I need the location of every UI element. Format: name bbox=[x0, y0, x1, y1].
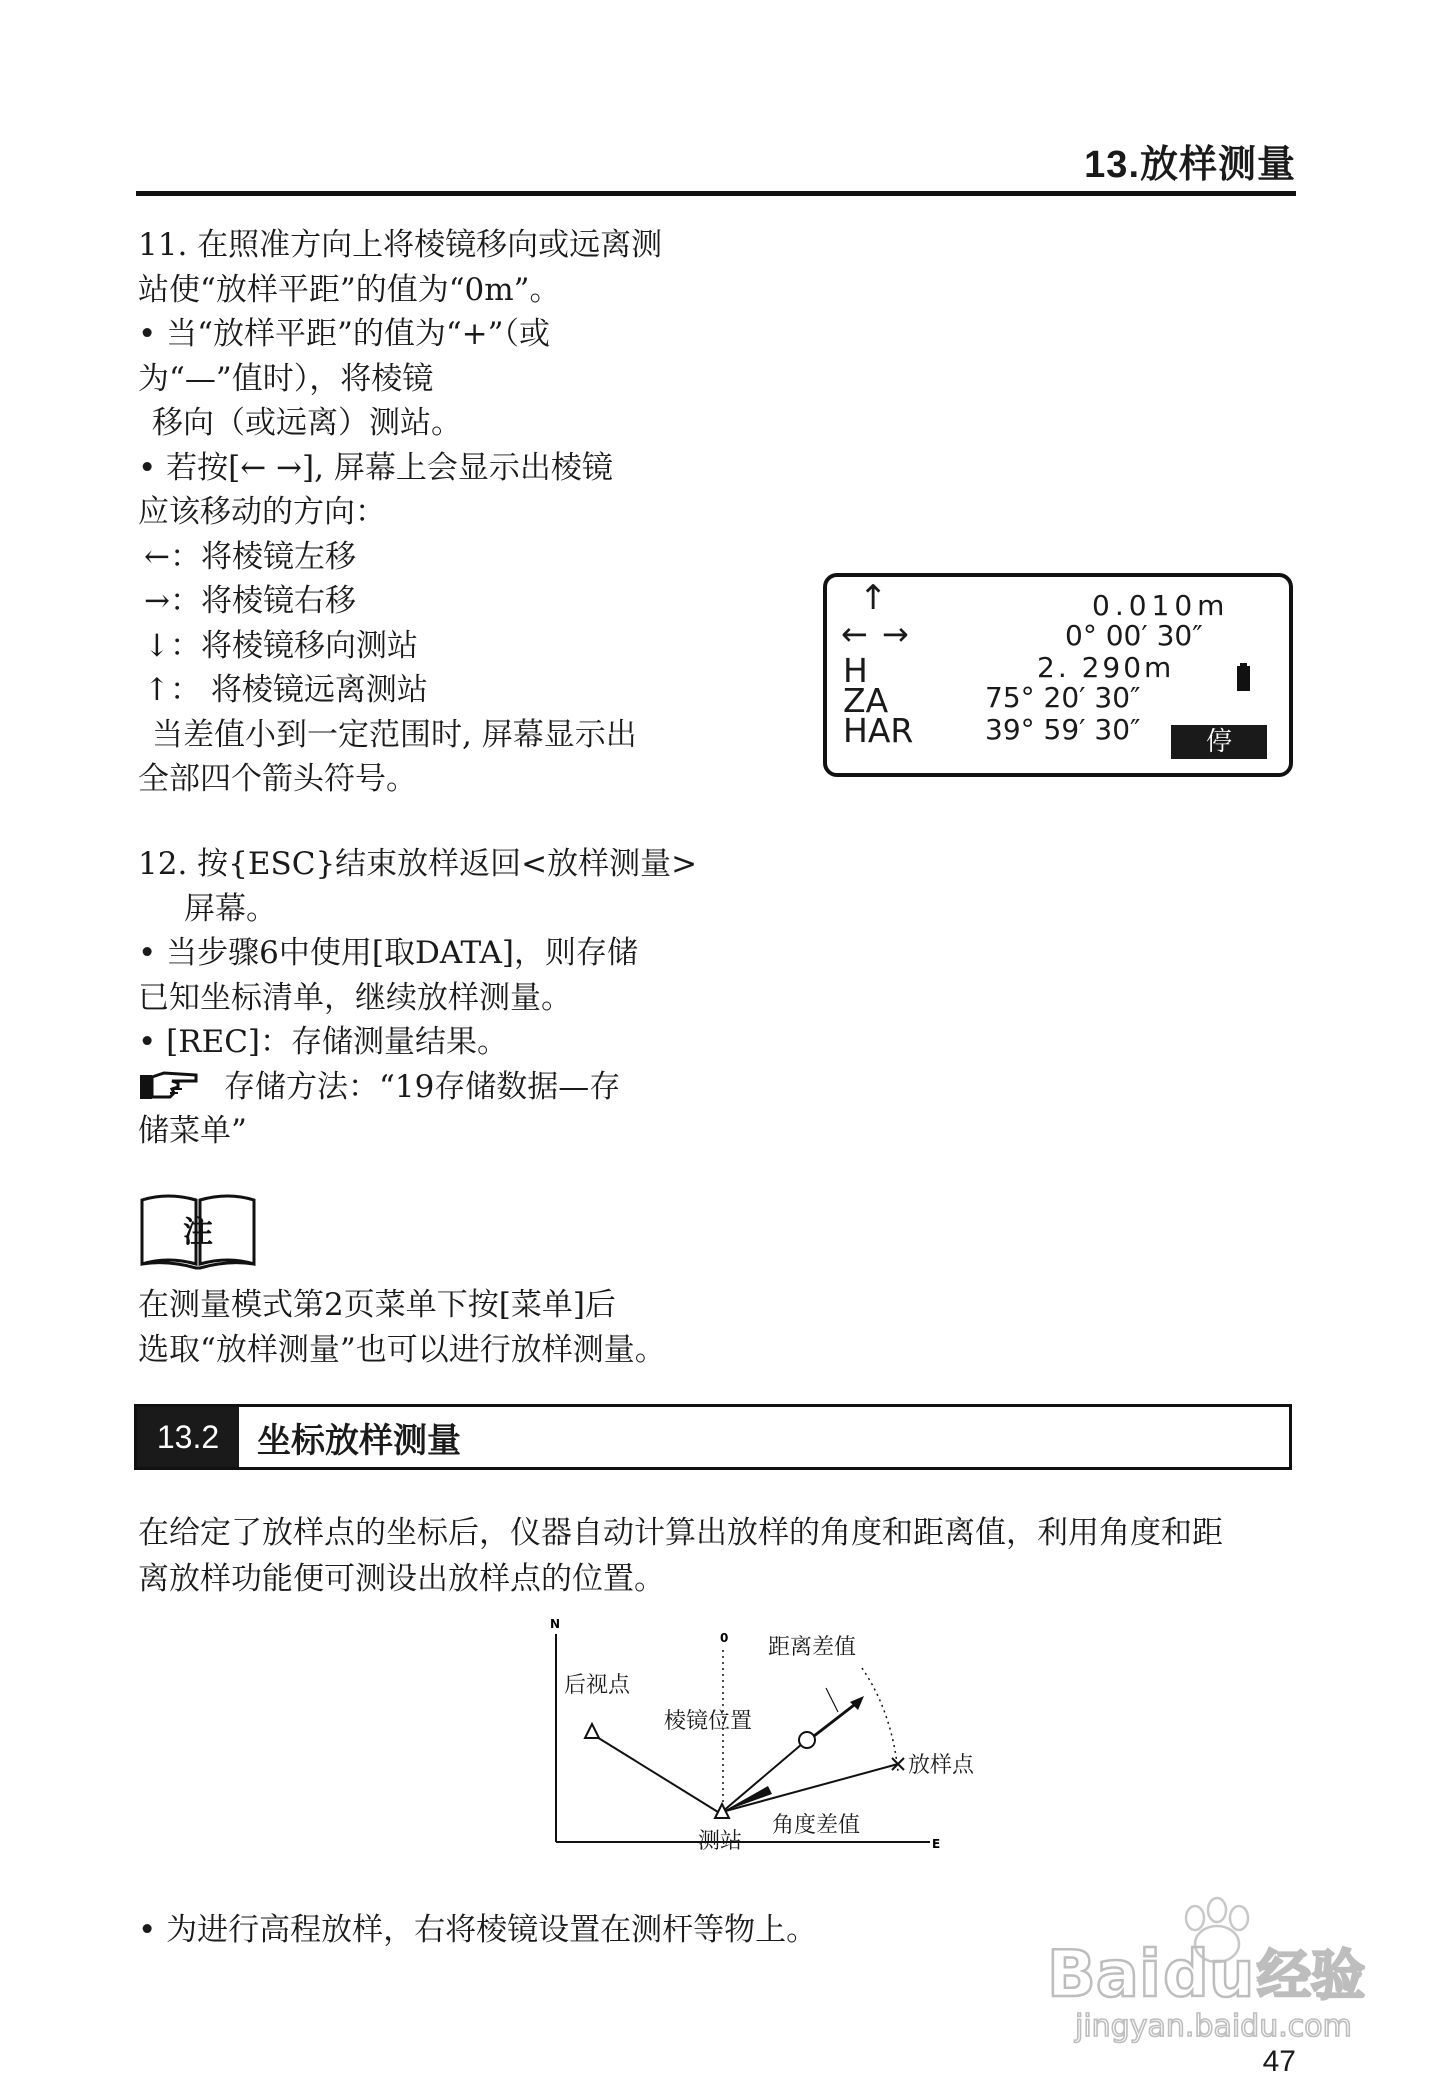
prism-circle bbox=[799, 1732, 815, 1748]
intro-line: 在给定了放样点的坐标后，仪器自动计算出放样的角度和距离值，利用角度和距 bbox=[138, 1515, 1223, 1551]
note-line: 选取“放样测量”也可以进行放样测量。 bbox=[138, 1331, 666, 1368]
watermark-brand-2: du bbox=[1163, 1938, 1255, 2012]
step-11-line: • 若按[← →], 屏幕上会显示出棱镜 bbox=[138, 449, 613, 486]
intro-line: 离放样功能便可测设出放样点的位置。 bbox=[138, 1561, 665, 1597]
reference-line bbox=[138, 1065, 698, 1110]
step-11-line: 为“—”值时），将棱镜 bbox=[138, 360, 434, 397]
step-11-line: ←：将棱镜左移 bbox=[144, 538, 356, 575]
stop-softkey[interactable]: 停 bbox=[1171, 725, 1267, 759]
step-12-text bbox=[138, 842, 698, 1154]
lcd-screen bbox=[823, 573, 1293, 777]
step-11-line: 应该移动的方向： bbox=[138, 494, 386, 530]
zero-direction-label: 0 bbox=[720, 1631, 729, 1645]
step-11-line: 移向（或远离）测站。 bbox=[152, 405, 462, 441]
reference-text: 存储方法：“19存储数据—存 bbox=[224, 1068, 621, 1105]
lcd-angle-diff: 0° 00′ 30″ bbox=[1065, 619, 1203, 652]
page-number: 47 bbox=[1262, 2045, 1296, 2078]
watermark-url: jingyan.baidu.com bbox=[1075, 2009, 1352, 2044]
note-book-icon bbox=[138, 1190, 258, 1272]
step-11-text bbox=[138, 223, 698, 802]
section-number: 13.2 bbox=[137, 1407, 239, 1467]
step-11-line: 站使“放样平距”的值为“0m”。 bbox=[138, 271, 561, 308]
backsight-triangle bbox=[585, 1724, 599, 1738]
left-right-arrows-icon: ←→ bbox=[841, 615, 923, 653]
step-12-line: 12. 按{ESC}结束放样返回<放样测量> bbox=[138, 846, 698, 882]
distance-diff-label: 距离差值 bbox=[768, 1635, 857, 1660]
step-12-line: • 当步骤6中使用[取DATA]，则存储 bbox=[138, 935, 638, 971]
step-12-line: 已知坐标清单，继续放样测量。 bbox=[138, 979, 572, 1016]
prism-position-label: 棱镜位置 bbox=[664, 1709, 753, 1734]
step-11-line: • 当“放样平距”的值为“+”（或 bbox=[138, 316, 551, 352]
step-12-line: • [REC]：存储测量结果。 bbox=[138, 1024, 509, 1060]
step-11-line: 全部四个箭头符号。 bbox=[138, 761, 417, 797]
note-line: 在测量模式第2页菜单下按[菜单]后 bbox=[138, 1287, 616, 1323]
header-rule bbox=[136, 191, 1296, 196]
angle-diff-label: 角度差值 bbox=[772, 1813, 861, 1838]
baidu-watermark bbox=[1045, 1888, 1385, 2048]
lcd-h-value: 2. 290m bbox=[1037, 651, 1175, 684]
lcd-h-label: H bbox=[843, 651, 868, 690]
stakeout-line bbox=[722, 1764, 898, 1812]
bottom-bullet: • 为进行高程放样，右将棱镜设置在测杆等物上。 bbox=[138, 1912, 818, 1948]
backsight-label: 后视点 bbox=[564, 1673, 631, 1698]
backsight-line bbox=[592, 1734, 718, 1812]
chapter-title: 13.放样测量 bbox=[1084, 144, 1296, 186]
section-title: 坐标放样测量 bbox=[257, 1421, 461, 1460]
lcd-distance-diff: 0.010m bbox=[1092, 589, 1230, 622]
note-label: 注 bbox=[183, 1215, 213, 1250]
e-axis-label: E bbox=[932, 1837, 941, 1851]
pointing-hand-icon bbox=[138, 1069, 200, 1101]
distance-arc bbox=[862, 1668, 898, 1772]
step-11-line: →：将棱镜右移 bbox=[144, 583, 356, 619]
stakeout-diagram bbox=[540, 1612, 980, 1860]
lcd-za-label: ZA bbox=[843, 681, 889, 720]
reference-line-2: 储菜单” bbox=[138, 1113, 247, 1149]
up-arrow-icon: ↑ bbox=[859, 578, 888, 618]
step-11-line: ↑： 将棱镜远离测站 bbox=[144, 672, 428, 708]
section-intro bbox=[138, 1510, 1298, 1602]
lcd-har-label: HAR bbox=[843, 711, 914, 750]
lcd-za-value: 75° 20′ 30″ bbox=[985, 681, 1141, 714]
step-12-line: 屏幕。 bbox=[184, 890, 277, 927]
distance-leader bbox=[826, 1688, 838, 1712]
watermark-cn: 经验 bbox=[1257, 1944, 1365, 2007]
n-axis-label: N bbox=[550, 1617, 561, 1631]
section-heading bbox=[134, 1404, 1292, 1470]
station-label: 测站 bbox=[698, 1829, 743, 1854]
step-11-line: ↓：将棱镜移向测站 bbox=[144, 627, 418, 664]
stakeout-point-label: 放样点 bbox=[908, 1753, 975, 1778]
stakeout-mark bbox=[892, 1758, 904, 1770]
step-11-line: 11. 在照准方向上将棱镜移向或远离测 bbox=[138, 227, 663, 263]
step-11-line: 当差值小到一定范围时, 屏幕显示出 bbox=[152, 716, 637, 753]
battery-icon bbox=[1237, 663, 1250, 691]
lcd-har-value: 39° 59′ 30″ bbox=[985, 713, 1141, 746]
watermark-brand: Bai bbox=[1047, 1938, 1161, 2012]
note-text bbox=[138, 1283, 1038, 1372]
